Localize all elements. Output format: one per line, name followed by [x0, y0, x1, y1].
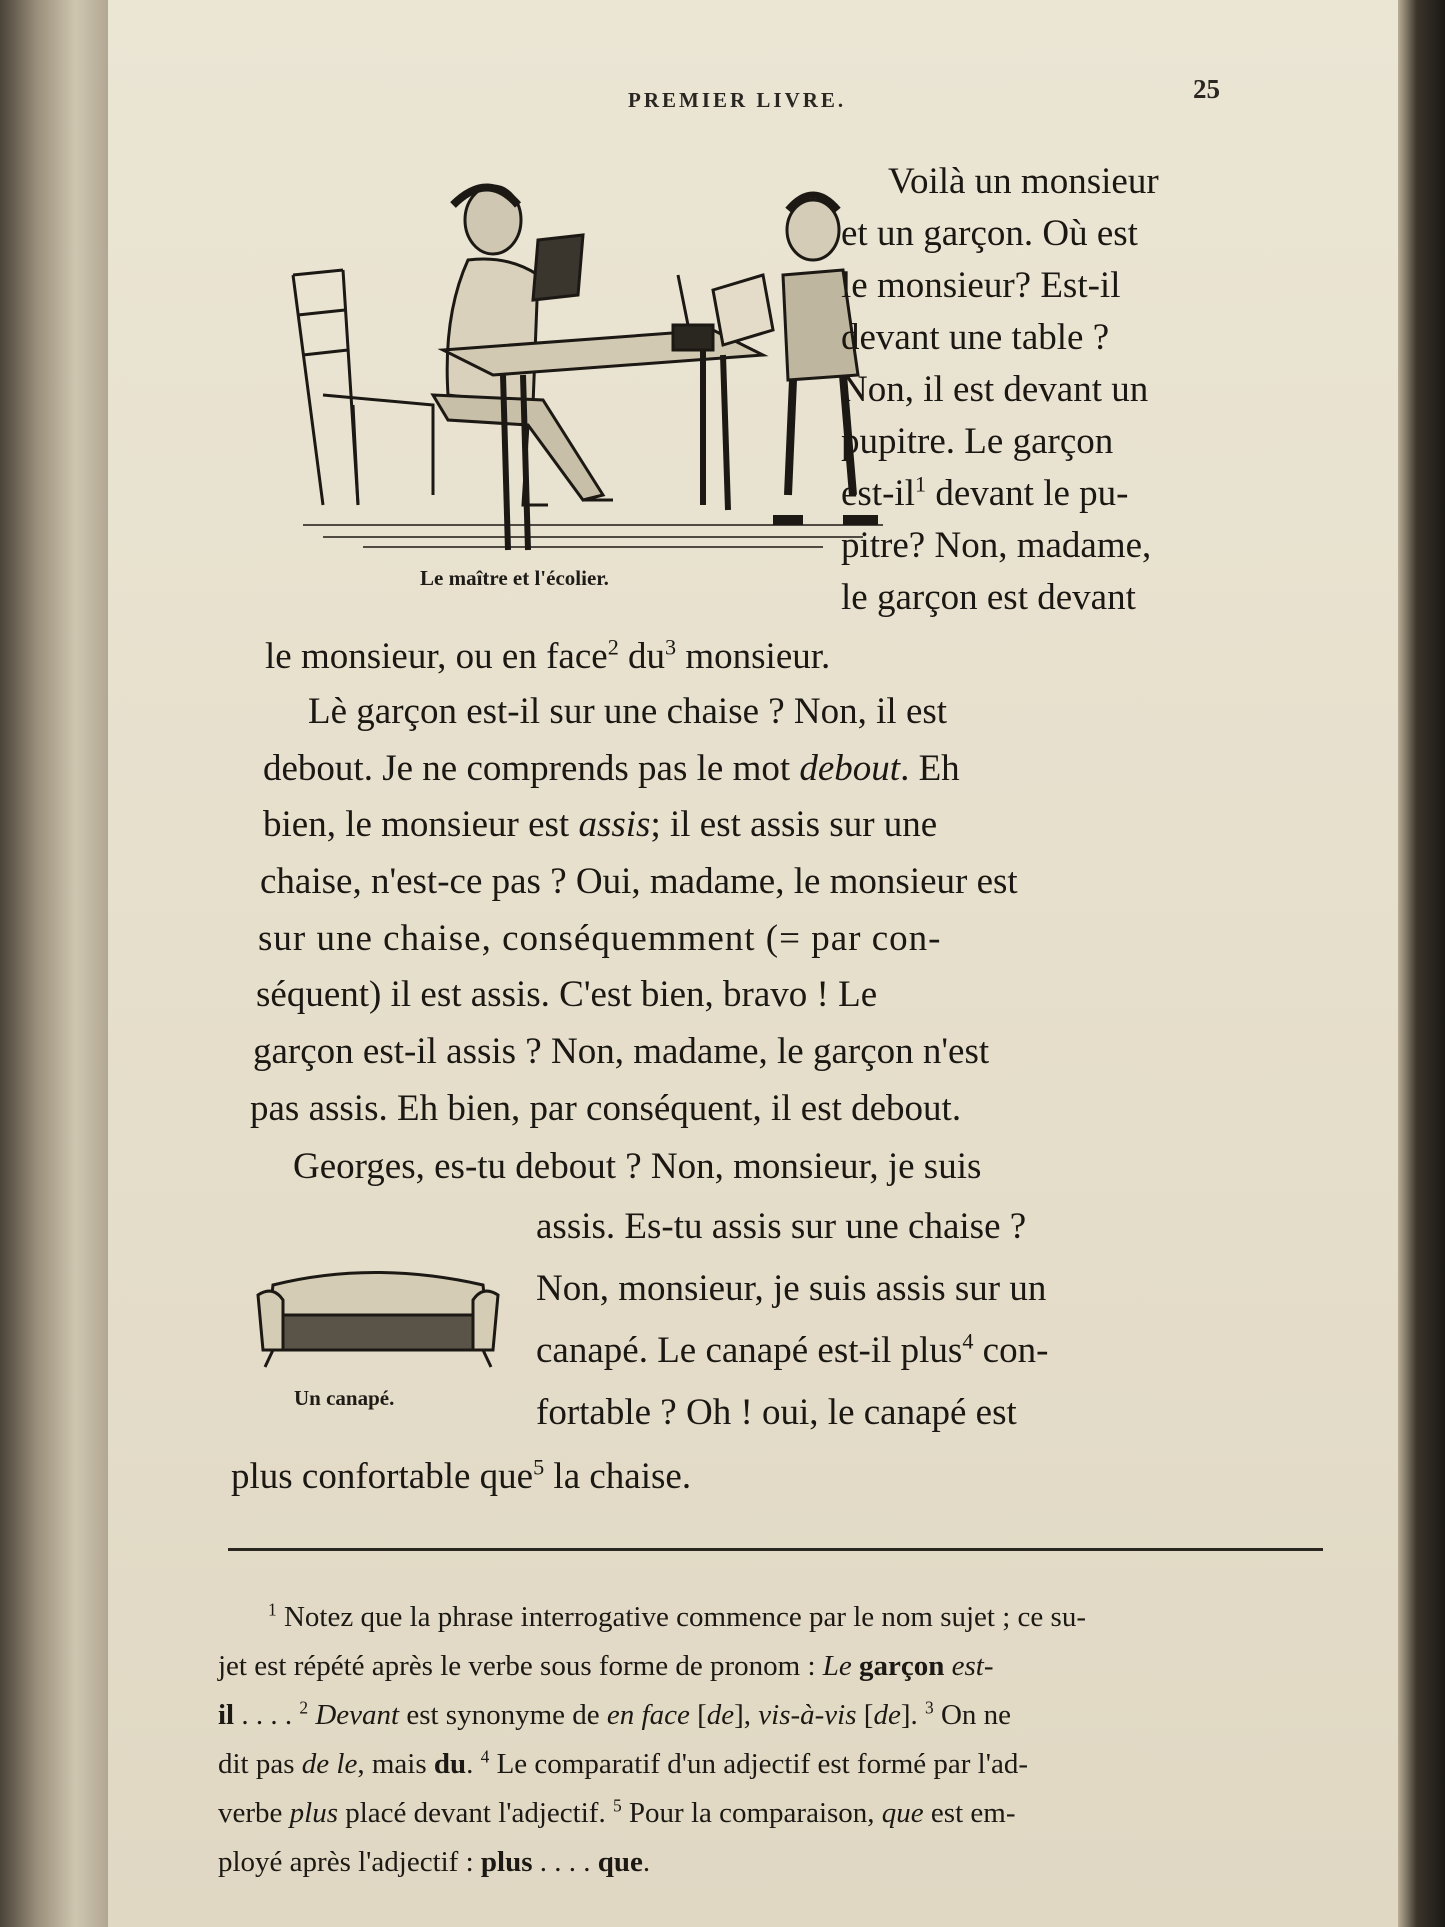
- teacher-caption: Le maître et l'écolier.: [420, 566, 609, 590]
- footnote-line: jet est répété après le verbe sous forme de pronom : Le garçon est-: [218, 1650, 994, 1682]
- left-page-edge: [0, 0, 110, 1927]
- p1-line: et un garçon. Où est: [841, 213, 1138, 254]
- book-page: [108, 0, 1398, 1927]
- p1-line: est-$il^1$ devant le pu-: [841, 471, 1129, 514]
- p1-line: Voilà un monsieur: [888, 161, 1159, 202]
- footnote-line: ployé après l'adjectif : plus . . . . que.: [218, 1846, 651, 1878]
- p2-line: debout. Je ne comprends pas le mot debout. Eh: [263, 748, 960, 789]
- p3-line: Non, monsieur, je suis assis sur un: [536, 1268, 1047, 1309]
- p2-line: bien, le monsieur est assis; il est assis sur une: [263, 804, 938, 845]
- p1-line: le monsieur, ou en face$^2$ $du^3$ monsieur.: [265, 634, 831, 677]
- canape-illustration: [253, 1255, 503, 1375]
- p2-line: pas assis. Eh bien, par conséquent, il est debout.: [250, 1088, 962, 1129]
- p3-line: canapé. Le canapé est-il plus$^4$ con-: [536, 1328, 1049, 1371]
- footnote-line: verbe plus placé devant l'adjectif. $^5$ Pour la comparaison, que est em-: [218, 1795, 1016, 1829]
- footnote-line: il . . . . $^2$ Devant est synonyme de en face [de], vis-à-vis [de]. $^3$ On ne: [218, 1697, 1012, 1731]
- p3-line: plus confortable que$^5$ la chaise.: [231, 1454, 692, 1497]
- p3-line: fortable ? Oh ! oui, le canapé est: [536, 1392, 1017, 1433]
- footnote-line: dit pas de le, mais du. $^4$ Le comparatif d'un adjectif est formé par l'ad-: [218, 1746, 1028, 1780]
- p1-line: pitre? Non, madame,: [841, 525, 1152, 566]
- p3-line: assis. Es-tu assis sur une chaise ?: [536, 1206, 1027, 1247]
- p1-line: devant une table ?: [841, 317, 1110, 358]
- p2-line: garçon est-il assis ? Non, madame, le garçon n'est: [253, 1031, 990, 1072]
- p1-line: le garçon est devant: [841, 577, 1136, 618]
- p1-line: le monsieur? Est-il: [841, 265, 1121, 306]
- teacher-and-pupil-illustration: [283, 165, 913, 555]
- p1-line: pupitre. Le garçon: [841, 421, 1114, 462]
- running-head: PREMIER LIVRE.: [628, 88, 847, 112]
- p3-line: Georges, es-tu debout ? Non, monsieur, je suis: [293, 1146, 982, 1187]
- footnote-rule: [228, 1548, 1323, 1551]
- canape-caption: Un canapé.: [294, 1386, 395, 1410]
- footnote-line: $^1$ Notez que la phrase interrogative commence par le nom sujet ; ce su-: [268, 1599, 1086, 1633]
- p2-line: sur une chaise, conséquemment (= par con-: [258, 918, 942, 959]
- p2-line: Lè garçon est-il sur une chaise ? Non, il est: [308, 691, 948, 732]
- p2-line: séquent) il est assis. C'est bien, bravo ! Le: [256, 974, 878, 1015]
- p1-line: Non, il est devant un: [841, 369, 1149, 410]
- book-binding: [1398, 0, 1445, 1927]
- page-number: 25: [1193, 74, 1220, 104]
- p2-line: chaise, n'est-ce pas ? Oui, madame, le monsieur est: [260, 861, 1018, 902]
